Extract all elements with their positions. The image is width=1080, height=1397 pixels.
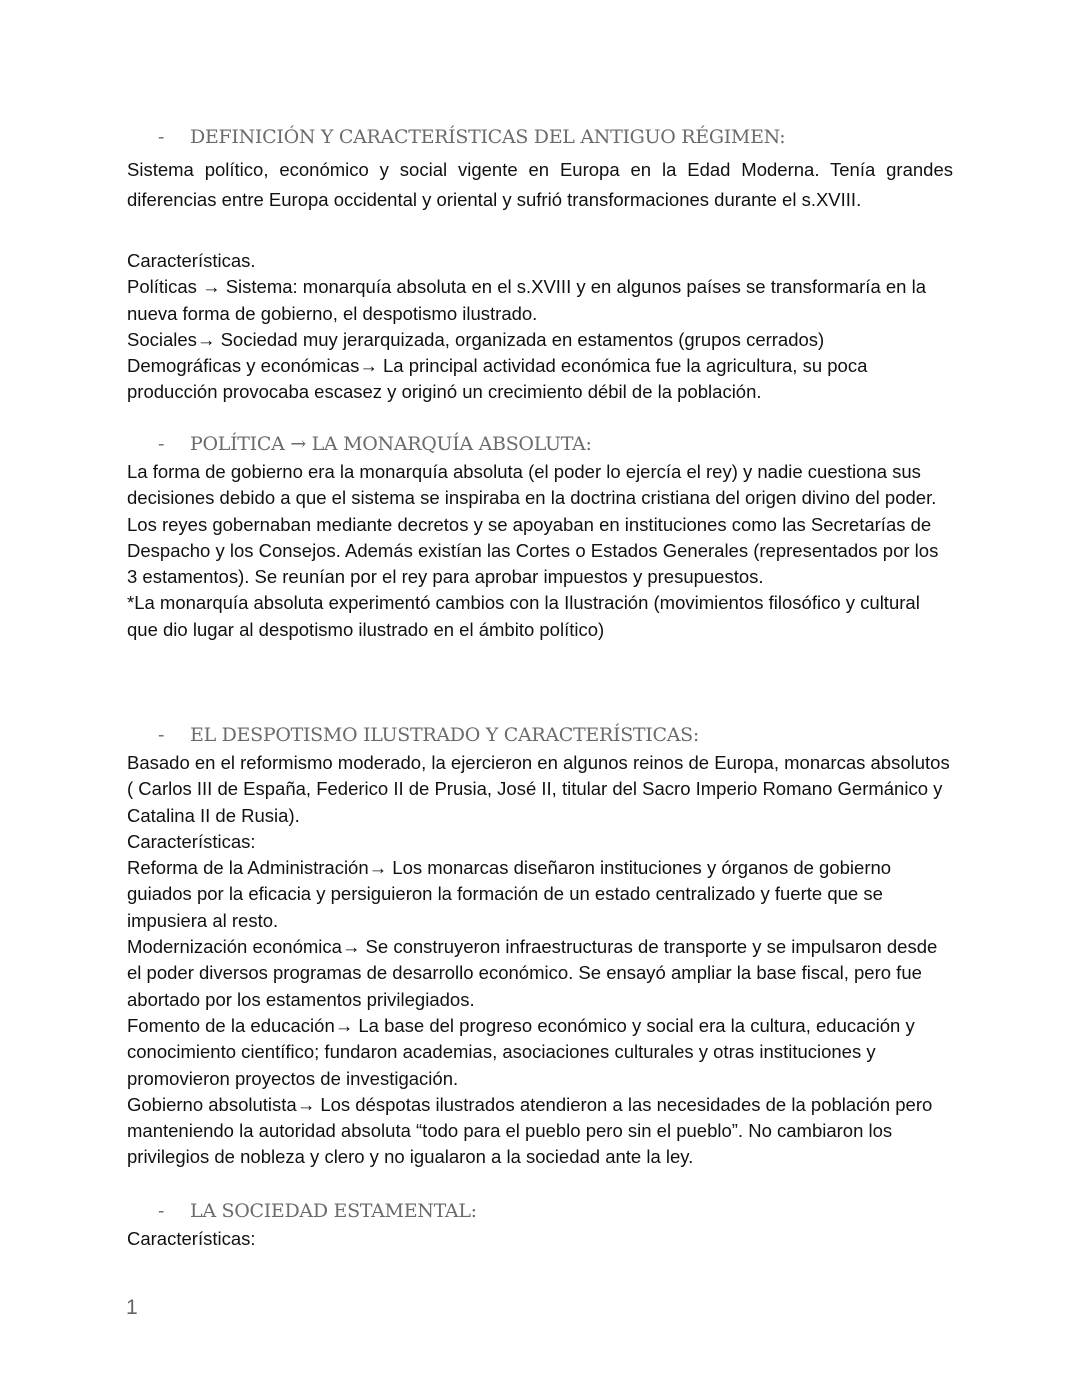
section-body-sociedad-estamental — [127, 1226, 953, 1252]
paragraph: Características: — [127, 830, 256, 852]
bullet-dash: - — [158, 724, 165, 746]
paragraph: Sistema político, económico y social vigente en Europa en la Edad Moderna. Tenía grandes diferencias entre Europa occidental y oriental y sufrió transformaciones durante el s.XVIII. — [127, 159, 953, 210]
paragraph: Políticas → Sistema: monarquía absoluta en el s.XVIII y en algunos países se transformaría en la nueva forma de gobierno, el despotismo ilustrado. — [127, 276, 926, 324]
paragraph: Reforma de la Administración→ Los monarcas diseñaron instituciones y órganos de gobierno guiados por la eficacia y persiguieron la formación de un estado centralizado y fuerte que se impusiera al resto. — [127, 857, 892, 931]
section-heading-antiguo-regimen: - DEFINICIÓN Y CARACTERÍSTICAS DEL ANTIGUO RÉGIMEN: — [158, 126, 786, 148]
section-intro-antiguo-regimen — [127, 155, 953, 215]
paragraph: Basado en el reformismo moderado, la ejercieron en algunos reinos de Europa, monarcas absolutos ( Carlos III de España, Federico II de Prusia, José II, titular del Sacro Imperio Romano Germánico y Catalina II de Rusia). — [127, 752, 950, 826]
section-heading-monarquia-absoluta: - POLÍTICA → LA MONARQUÍA ABSOLUTA: — [158, 433, 592, 455]
section-body-monarquia-absoluta — [127, 459, 953, 643]
section-body-antiguo-regimen — [127, 248, 953, 406]
bullet-dash: - — [158, 433, 165, 455]
paragraph: Características. — [127, 250, 256, 271]
paragraph: Sociales→ Sociedad muy jerarquizada, organizada en estamentos (grupos cerrados) — [127, 328, 825, 350]
paragraph: Gobierno absolutista→ Los déspotas ilustrados atendieron a las necesidades de la población pero manteniendo la autoridad absoluta “todo para el pueblo pero sin el pueblo”. No cambiaron los privilegios de nobleza y clero y no igualaron a la sociedad ante la ley. — [127, 1093, 933, 1168]
paragraph: La forma de gobierno era la monarquía absoluta (el poder lo ejercía el rey) y nadie cuestiona sus decisiones debido a que el sistema se inspiraba en la doctrina cristiana del origen divino del poder. — [127, 461, 937, 509]
paragraph: *La monarquía absoluta experimentó cambios con la Ilustración (movimientos filosófico y cultural que dio lugar al despotismo ilustrado en el ámbito político) — [127, 592, 920, 640]
paragraph: Los reyes gobernaban mediante decretos y se apoyaban en instituciones como las Secretarías de Despacho y los Consejos. Además existían las Cortes o Estados Generales (representados por los 3 estamentos). Se reunían por el rey para aprobar impuestos y presupuestos. — [127, 513, 939, 588]
paragraph: Fomento de la educación→ La base del progreso económico y social era la cultura, educación y conocimiento científico; fundaron academias, asociaciones culturales y otras instituciones y promovieron proyectos de investigación. — [127, 1014, 915, 1089]
paragraph: Demográficas y económicas→ La principal actividad económica fue la agricultura, su poca producción provocaba escasez y originó un crecimiento débil de la población. — [127, 355, 868, 403]
page-number: 1 — [126, 1296, 138, 1319]
paragraph: Características: — [127, 1228, 256, 1249]
paragraph: Modernización económica→ Se construyeron infraestructuras de transporte y se impulsaron desde el poder diversos programas de desarrollo económico. Se ensayó ampliar la base fiscal, pero fue abortado por los estamentos privilegiados. — [127, 936, 938, 1010]
bullet-dash: - — [158, 126, 165, 148]
section-heading-despotismo-ilustrado: - EL DESPOTISMO ILUSTRADO Y CARACTERÍSTICAS: — [158, 724, 699, 746]
section-body-despotismo-ilustrado — [127, 750, 953, 1171]
section-heading-sociedad-estamental: - LA SOCIEDAD ESTAMENTAL: — [158, 1200, 477, 1222]
bullet-dash: - — [158, 1200, 165, 1222]
